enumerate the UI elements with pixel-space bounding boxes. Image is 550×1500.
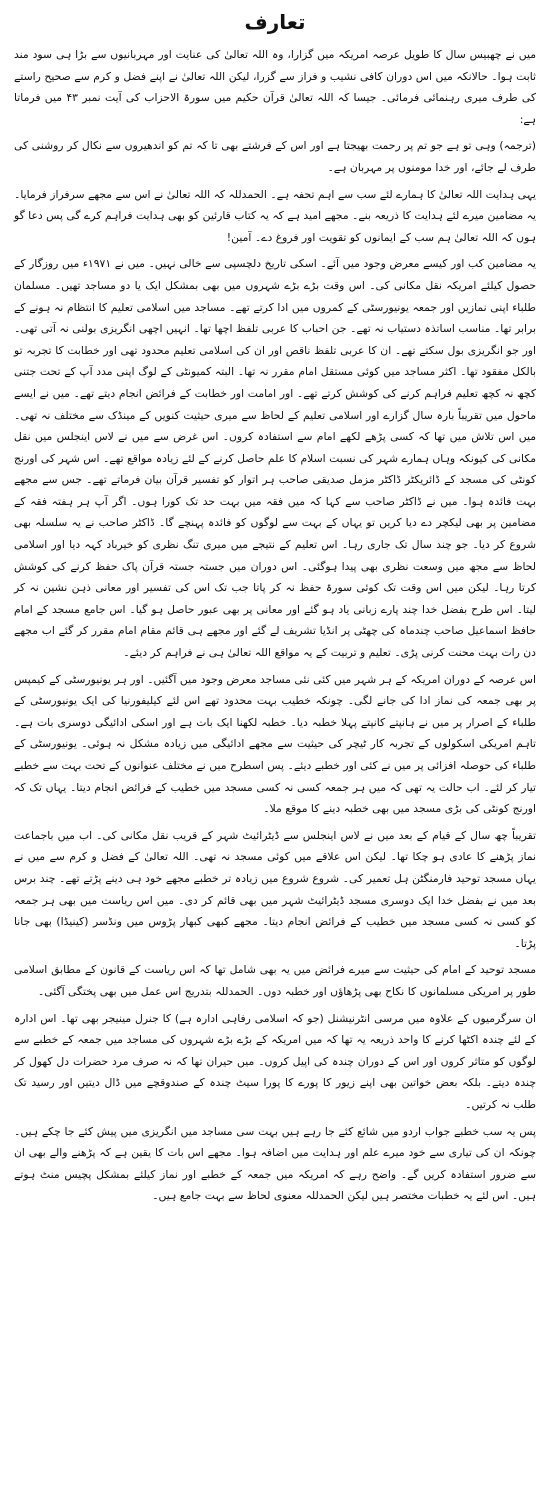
page-title: تعارف: [244, 10, 306, 34]
paragraph-conclusion: پس یہ سب خطبے جواب اردو میں شائع کئے جا رہے ہیں بہت سی مساجد میں انگریزی میں پیش کئے جا چکے ہیں۔ چونکہ ان کی تیاری سے خود میرے علم اور ہدایت میں اضافہ ہوا۔ مجھے اس بات کا یقین ہے کہ پڑھنے والے بھی ان سے ضرور استفادہ کریں گے۔ واضح رہے کہ امریکہ میں جمعہ کے خطبے اور نماز کیلئے بمشکل پچیس منٹ ہوتے ہیں۔ اس لئے یہ خطبات مختصر ہیں لیکن الحمدللہ معنوی لحاظ سے بہت جامع ہیں۔: [14, 1124, 536, 1203]
paragraph-quran-translation: (ترجمہ) وہی تو ہے جو تم پر رحمت بھیجتا ہے اور اس کے فرشتے بھی تا کہ تم کو اندھیروں سے نکال کر روشنی کی طرف لے جائے، اور خدا مومنوں پر مہربان ہے۔: [14, 139, 536, 174]
article-body: [14, 44, 536, 1207]
paragraph-history: یہ مضامین کب اور کیسے معرض وجود میں آئے۔ اسکی تاریخ دلچسپی سے خالی نہیں۔ میں نے ۱۹۷۱ء میں روزگار کے حصول کیلئے امریکہ نقل مکانی کی۔ اس وقت بڑے بڑے شہروں میں بھی بمشکل ایک یا دو مساجد تھیں۔ مسلمان طلباء اپنی نمازیں اور جمعہ یونیورسٹی کے کمروں میں ادا کرتے تھے۔ مساجد میں اسلامی تعلیم کا انتظام نہ ہونے کے برابر تھا۔ مناسب اساتذہ دستیاب نہ تھے۔ جن احباب کا عربی تلفظ اچھا تھا۔ انہیں اچھی انگریزی بولنی نہ آتی تھی۔ اور جو انگریزی بول سکتے تھے۔ ان کا عربی تلفظ ناقص اور ان کی اسلامی تعلیم محدود تھی اور خطابت کا تجربہ تو بالکل مفقود تھا۔ اکثر مساجد میں کوئی مستقل امام مقرر نہ تھا۔ البتہ کمیونٹی کے لوگ اپنی مدد آپ کے تحت جتنی کچھ نہ کچھ تعلیم فراہم کرنے کی کوشش کرتے تھے۔ اور امامت اور خطابت کے فرائض انجام دیتے تھے۔ میں نے ایسے ماحول میں تقریباً بارہ سال گزارے اور اسلامی تعلیم کے لحاظ سے میری حیثیت کنویں کے مینڈک سے مختلف نہ تھی۔ میں اس تلاش میں تھا کہ کسی پڑھے لکھے امام سے استفادہ کروں۔ اس غرض سے میں نے لاس اینجلس میں نقل مکانی کی کیونکہ وہاں ہمارے شہر کی نسبت اسلام کا علم حاصل کرنے کے لئے زیادہ مواقع تھے۔ اس شہر کی اورنج کونٹی کی مسجد کے ڈائریکٹر ڈاکٹر مزمل صدیقی صاحب ہر اتوار کو تفسیر قرآن بیان فرماتے تھے۔ جس سے مجھے بہت فائدہ ہوا۔ میں نے ڈاکٹر صاحب سے کہا کہ میں فقہ میں بہت حد تک کورا ہوں۔ اگر آپ ہر ہفتہ فقہ کے مضامین پر بھی لیکچر دے دیا کریں تو یہاں کے بہت سے لوگوں کو فائدہ پہنچے گا۔ ڈاکٹر صاحب نے یہ سلسلہ بھی شروع کر دیا۔ جو چند سال تک جاری رہا۔ اس تعلیم کے نتیجے میں میری تنگ نظری کو خیرباد کہہ دیا اور اسلامی لحاظ سے مجھ میں وسعت نظری بھی پیدا ہوگئی۔ اس دوران میں جستہ جستہ قرآن پاک حفظ کرنے کی کوشش کرتا رہا۔ لیکن میں اس وقت تک کوئی سورۃ حفظ نہ کر پاتا جب تک اس کی تفسیر اور معانی ذہن نشین نہ کر لیتا۔ اس طرح بفضل خدا چند پارے زبانی یاد ہو گئے اور معانی پر بھی عبور حاصل ہو گیا۔ اس جامع مسجد کے امام حافظ اسماعیل صاحب چندماہ کی چھٹی پر انڈیا تشریف لے گئے اور مجھے ہی قائم مقام امام مقرر کر گئے اب مجھے دن رات بہت محنت کرنی پڑی۔ تعلیم و تربیت کے یہ مواقع اللہ تعالیٰ ہی نے فراہم کر دیئے۔: [14, 257, 537, 660]
paragraph-imam-duties: مسجد توحید کے امام کی حیثیت سے میرے فرائض میں یہ بھی شامل تھا کہ اس ریاست کے قانون کے مطابق اسلامی طور پر امریکی مسلمانوں کا نکاح بھی پڑھاؤں اور خطبہ دوں۔ الحمدللہ بتدریج اس عمل میں بھی پختگی آگئی۔: [14, 963, 536, 998]
paragraph-sermons: اس عرصہ کے دوران امریکہ کے ہر شہر میں کئی نئی مساجد معرض وجود میں آگئیں۔ اور ہر یونیورسٹی کے کیمپس پر بھی جمعہ کی نماز ادا کی جانے لگی۔ چونکہ خطیب بہت محدود تھے اس لئے کیلیفورنیا کی ایک یونیورسٹی کے طلباء کے اصرار پر میں نے ہانپتے کانپتے پہلا خطبہ دیا۔ خطبہ لکھنا ایک بات ہے اور اسکی ادائیگی دوسری بات ہے۔ تاہم امریکی اسکولوں کے تجربہ کار ٹیچر کی حیثیت سے مجھے ادائیگی میں زیادہ مشکل نہ ہوئی۔ یونیورسٹی کے طلباء کی حوصلہ افزائی پر میں نے کئی اور خطبے دیئے۔ پس اسطرح میں نے مختلف عنوانوں کے تحت بہت سے خطبے تیار کر لئے۔ اب حالت یہ تھی کہ میں ہر جمعہ کسی نہ کسی مسجد میں خطیب کے فرائض انجام دیتا۔ یہاں تک کہ اورنج کونٹی کی بڑی مسجد میں بھی خطبہ دینے کا موقع ملا۔: [14, 672, 536, 816]
paragraph-detroit: تقریباً چھ سال کے قیام کے بعد میں نے لاس اینجلس سے ڈیٹرائیٹ شہر کے قریب نقل مکانی کی۔ اب میں باجماعت نماز پڑھنے کا عادی ہو چکا تھا۔ لیکن اس علاقے میں کوئی مسجد نہ تھی۔ اللہ تعالیٰ کے فضل و کرم سے میں نے یہاں مسجد توحید فارمنگٹن ہل تعمیر کی۔ شروع شروع میں زیادہ تر خطبے مجھے خود ہی دینے پڑتے تھے۔ چند برس بعد میں نے بفضل خدا ایک دوسری مسجد ڈیٹرائیٹ شہر میں بھی قائم کر دی۔ میں اس ریاست میں بھی ہر جمعہ کو کسی نہ کسی مسجد میں خطیب کے فرائض انجام دیتا۔ مجھے کبھی کبھار پڑوس میں ونڈسر (کینیڈا) بھی جانا پڑتا۔: [14, 828, 536, 950]
paragraph-intro: میں نے چھبیس سال کا طویل عرصہ امریکہ میں گزارا، وہ اللہ تعالیٰ کی عنایت اور مہربانیوں سے بڑا ہی سود مند ثابت ہوا۔ حالانکہ میں اس دوران کافی نشیب و فراز سے گزرا، لیکن اللہ تعالیٰ نے اپنے فضل و کرم سے صحیح راستے کی طرف میری رہنمائی فرمائی۔ جیسا کہ اللہ تعالیٰ قرآن حکیم میں سورۃ الاحزاب کی آیت نمبر ۴۳ میں فرماتا ہے:: [14, 48, 536, 126]
paragraph-mercy-international: ان سرگرمیوں کے علاوہ میں مرسی انٹرنیشنل (جو کہ اسلامی رفاہی ادارہ ہے) کا جنرل مینیجر بھی تھا۔ اس ادارہ کے لئے چندہ اکٹھا کرنے کا واحد ذریعہ یہ تھا کہ میں امریکہ کے بڑے بڑے شہروں کی مساجد میں جمعہ کے خطبے سے لوگوں کو متاثر کروں اور اس کے دوران چندہ کی اپیل کروں۔ میں حیران تھا کہ نہ صرف مرد حضرات دل کھول کر چندہ دیتے۔ بلکہ بعض خواتین بھی اپنے زیور کا پورے کا پورا سیٹ چندہ کے صندوقچے میں ڈال دیتیں اور رسید تک طلب نہ کرتیں۔: [14, 1011, 536, 1111]
paragraph-guidance: یہی ہدایت اللہ تعالیٰ کا ہمارے لئے سب سے اہم تحفہ ہے۔ الحمدللہ کہ اللہ تعالیٰ نے اس سے مجھے سرفراز فرمایا۔ یہ مضامین میرے لئے ہدایت کا ذریعہ بنے۔ مجھے امید ہے کہ یہ کتاب قارئین کو بھی ہدایت فراہم کرے گی پس دعا گو ہوں کہ اللہ تعالیٰ ہم سب کے ایمانوں کو تقویت اور فروغ دے۔ آمین!: [14, 187, 536, 244]
